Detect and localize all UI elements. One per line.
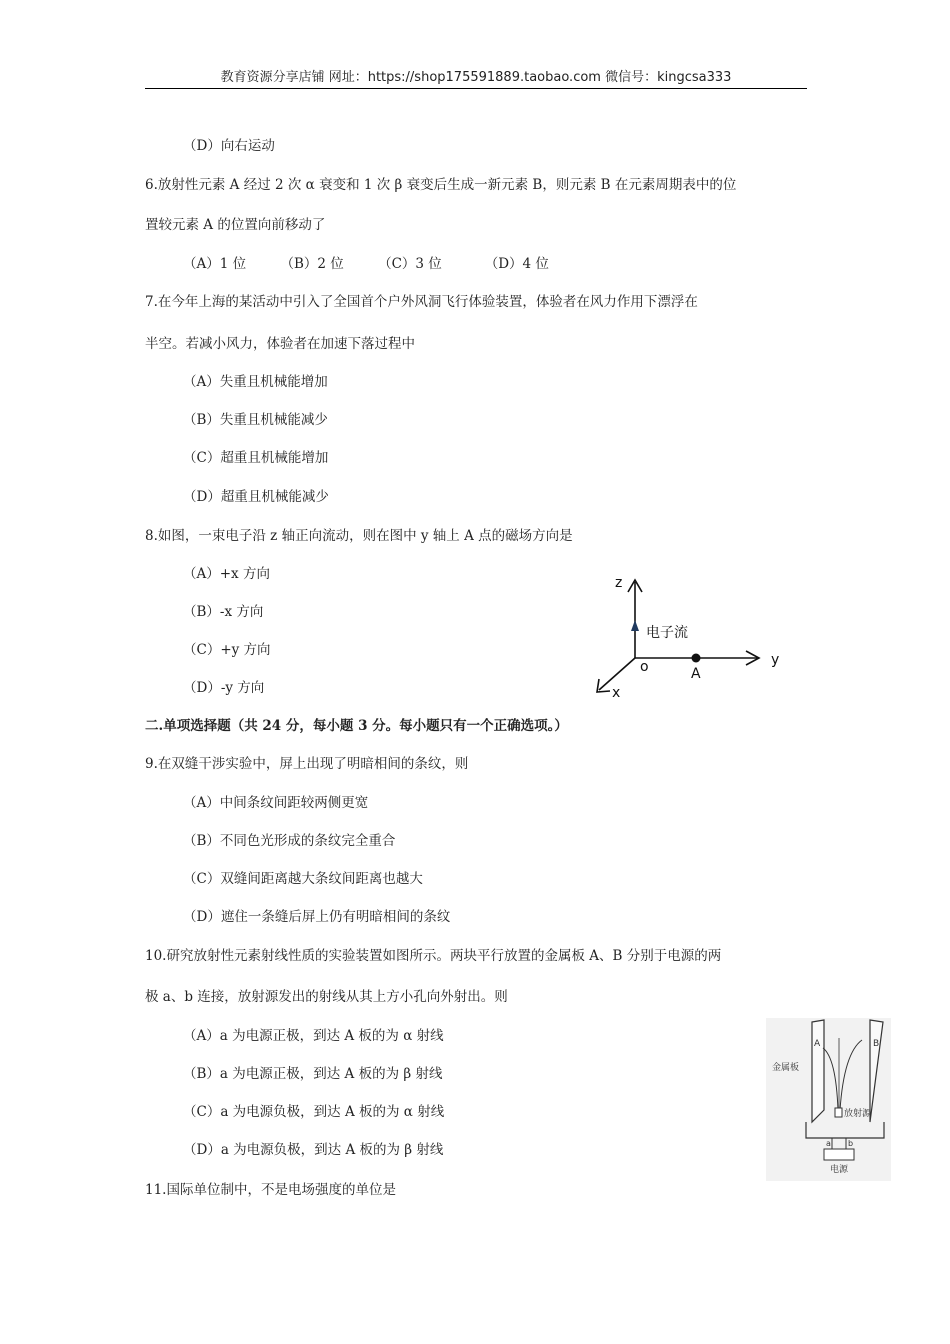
terminal-b-label: b (848, 1139, 854, 1148)
plate-a-label: A (814, 1039, 821, 1049)
q8-option-b: （B）-x 方向 (183, 604, 264, 620)
q10-option-c: （C）a 为电源负极，到达 A 板的为 α 射线 (183, 1104, 445, 1120)
radiation-source-label: 放射源 (844, 1109, 872, 1119)
power-supply-label: 电源 (830, 1165, 849, 1175)
origin-label: o (640, 659, 649, 675)
q10-option-b: （B）a 为电源正极，到达 A 板的为 β 射线 (183, 1066, 443, 1082)
q7-stem-line1: 7.在今年上海的某活动中引入了全国首个户外风洞飞行体验装置，体验者在风力作用下漂浮在 (145, 294, 698, 310)
terminal-a-label: a (826, 1139, 831, 1148)
y-axis-label: y (771, 652, 780, 668)
q7-option-c: （C）超重且机械能增加 (183, 450, 329, 466)
header-divider (145, 88, 807, 89)
q10-option-a: （A）a 为电源正极，到达 A 板的为 α 射线 (183, 1028, 444, 1044)
q6-options: （A）1 位 （B）2 位 （C）3 位 （D）4 位 (183, 256, 549, 272)
plate-a (812, 1020, 824, 1122)
plate-b-label: B (873, 1039, 880, 1049)
point-a-dot (692, 654, 701, 663)
q7-option-a: （A）失重且机械能增加 (183, 374, 328, 390)
electron-stream-figure (585, 570, 800, 705)
q10-stem-line1: 10.研究放射性元素射线性质的实验装置如图所示。两块平行放置的金属板 A、B 分别于电源的两 (145, 948, 722, 964)
q8-option-a: （A）+x 方向 (183, 566, 270, 582)
q5-option-d: （D）向右运动 (183, 138, 275, 154)
q11-stem: 11.国际单位制中，不是电场强度的单位是 (145, 1182, 396, 1198)
q9-stem: 9.在双缝干涉实验中，屏上出现了明暗相间的条纹，则 (145, 756, 469, 772)
radiation-source-box (835, 1108, 842, 1117)
q6-stem-line1: 6.放射性元素 A 经过 2 次 α 衰变和 1 次 β 衰变后生成一新元素 B，则元素 B 在元素周期表中的位 (145, 177, 737, 193)
q7-option-b: （B）失重且机械能减少 (183, 412, 328, 428)
q10-option-d: （D）a 为电源负极，到达 A 板的为 β 射线 (183, 1142, 444, 1158)
q7-stem-line2: 半空。若减小风力，体验者在加速下落过程中 (145, 336, 415, 352)
z-axis-label: z (615, 575, 623, 591)
q9-option-b: （B）不同色光形成的条纹完全重合 (183, 833, 396, 849)
point-a-label: A (691, 666, 701, 682)
q8-stem: 8.如图，一束电子沿 z 轴正向流动，则在图中 y 轴上 A 点的磁场方向是 (145, 528, 573, 544)
q10-stem-line2: 极 a、b 连接，放射源发出的射线从其上方小孔向外射出。则 (145, 989, 508, 1005)
page-header: 教育资源分享店铺 网址：https://shop175591889.taobao.com 微信号：kingcsa333 (220, 70, 732, 85)
q8-option-d: （D）-y 方向 (183, 680, 265, 696)
electron-stream-arrow-icon (631, 620, 639, 631)
q9-option-a: （A）中间条纹间距较两侧更宽 (183, 795, 369, 811)
power-supply-box (824, 1149, 854, 1160)
q6-stem-line2: 置较元素 A 的位置向前移动了 (145, 217, 326, 233)
q9-option-d: （D）遮住一条缝后屏上仍有明暗相间的条纹 (183, 909, 451, 925)
section-2-title: 二.单项选择题（共 24 分，每小题 3 分。每小题只有一个正确选项。） (145, 718, 568, 734)
x-axis-label: x (612, 685, 621, 701)
radiation-apparatus-figure (766, 1018, 891, 1181)
electron-stream-label: 电子流 (646, 625, 688, 641)
metal-plate-label: 金属板 (772, 1063, 800, 1073)
q8-option-c: （C）+y 方向 (183, 642, 271, 658)
q9-option-c: （C）双缝间距离越大条纹间距离也越大 (183, 871, 423, 887)
q7-option-d: （D）超重且机械能减少 (183, 489, 329, 505)
